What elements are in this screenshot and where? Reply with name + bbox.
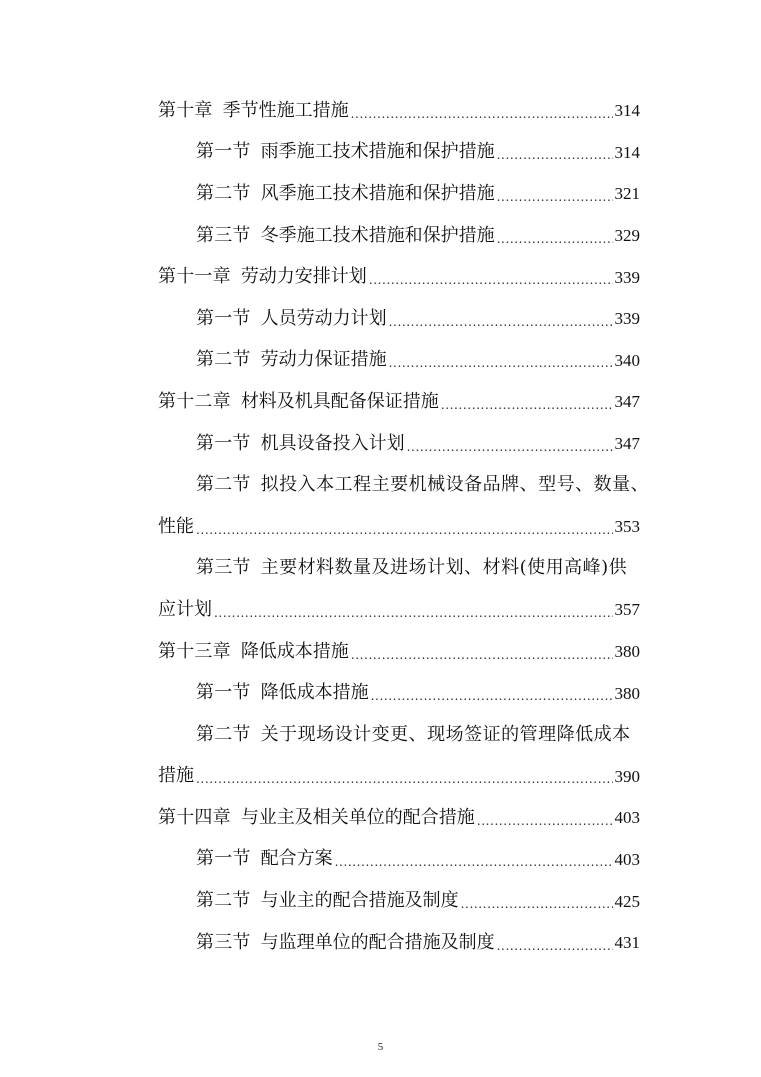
toc-title: 降低成本措施 xyxy=(260,682,369,704)
toc-page-number: 431 xyxy=(614,933,640,953)
toc-leader-dots xyxy=(369,268,613,286)
toc-leader-dots xyxy=(497,227,613,245)
toc-label: 第十三章 xyxy=(158,640,231,662)
toc-label: 第二节 xyxy=(196,890,251,912)
toc-section-12-1[interactable] xyxy=(158,423,640,465)
toc-chapter-13[interactable] xyxy=(158,631,640,673)
toc-chapter-12[interactable] xyxy=(158,381,640,423)
toc-page-number: 347 xyxy=(614,434,640,454)
toc-chapter-10[interactable] xyxy=(158,90,640,132)
toc-leader-dots xyxy=(196,767,613,785)
toc-title-continued: 应计划 xyxy=(158,598,212,620)
toc-page-number: 380 xyxy=(614,642,640,662)
toc-section-11-1[interactable] xyxy=(158,298,640,340)
toc-label: 第一节 xyxy=(196,307,251,329)
toc-leader-dots xyxy=(351,102,613,120)
toc-title: 与监理单位的配合措施及制度 xyxy=(260,931,495,953)
toc-label: 第二节 xyxy=(196,723,251,745)
toc-page-number: 390 xyxy=(614,766,640,786)
toc-title-continued: 性能 xyxy=(158,515,194,537)
page-footer-number: 5 xyxy=(377,1041,384,1053)
toc-label: 第三节 xyxy=(196,557,251,579)
toc-title: 材料及机具配备保证措施 xyxy=(240,390,439,412)
toc-label: 第十四章 xyxy=(158,806,231,828)
toc-page-number: 347 xyxy=(614,392,640,412)
toc-page-number: 403 xyxy=(614,808,640,828)
toc-section-12-2-line2[interactable] xyxy=(158,506,640,548)
toc-title-continued: 措施 xyxy=(158,765,194,787)
toc-leader-dots xyxy=(407,435,613,453)
toc-label: 第二节 xyxy=(196,182,251,204)
toc-title: 与业主及相关单位的配合措施 xyxy=(240,806,475,828)
toc-label: 第一节 xyxy=(196,682,251,704)
toc-title: 风季施工技术措施和保护措施 xyxy=(260,182,495,204)
toc-label: 第十章 xyxy=(158,99,213,121)
toc-section-12-2-line1[interactable] xyxy=(158,464,650,506)
toc-title: 机具设备投入计划 xyxy=(260,432,405,454)
toc-page-number: 340 xyxy=(614,350,640,370)
toc-leader-dots xyxy=(351,643,613,661)
toc-page-number: 425 xyxy=(614,891,640,911)
toc-page-number: 353 xyxy=(614,517,640,537)
toc-section-13-2-line1[interactable] xyxy=(158,714,640,756)
toc-leader-dots xyxy=(441,393,613,411)
toc-leader-dots xyxy=(214,601,613,619)
toc-title: 配合方案 xyxy=(260,848,333,870)
toc-leader-dots xyxy=(196,518,613,536)
toc-title: 冬季施工技术措施和保护措施 xyxy=(260,224,495,246)
toc-section-14-3[interactable] xyxy=(158,922,640,964)
toc-label: 第二节 xyxy=(196,349,251,371)
toc-leader-dots xyxy=(461,892,613,910)
toc-section-12-3-line2[interactable] xyxy=(158,589,640,631)
toc-title: 主要材料数量及进场计划、材料(使用高峰)供 xyxy=(260,557,628,579)
toc-section-14-1[interactable] xyxy=(158,839,640,881)
toc-section-10-3[interactable] xyxy=(158,215,640,257)
toc-title: 降低成本措施 xyxy=(240,640,349,662)
toc-page-number: 380 xyxy=(614,683,640,703)
toc-page-number: 403 xyxy=(614,849,640,869)
toc-chapter-14[interactable] xyxy=(158,797,640,839)
toc-section-14-2[interactable] xyxy=(158,880,640,922)
toc-title: 雨季施工技术措施和保护措施 xyxy=(260,141,495,163)
toc-section-11-2[interactable] xyxy=(158,340,640,382)
toc-chapter-11[interactable] xyxy=(158,256,640,298)
toc-title: 劳动力保证措施 xyxy=(260,349,387,371)
toc-label: 第十二章 xyxy=(158,390,231,412)
toc-label: 第一节 xyxy=(196,432,251,454)
toc-leader-dots xyxy=(497,185,613,203)
toc-title: 劳动力安排计划 xyxy=(240,266,367,288)
toc-label: 第一节 xyxy=(196,848,251,870)
toc-page-number: 329 xyxy=(614,226,640,246)
toc-title: 关于现场设计变更、现场签证的管理降低成本 xyxy=(260,723,631,745)
toc-label: 第二节 xyxy=(196,474,251,496)
toc-leader-dots xyxy=(497,934,613,952)
toc-leader-dots xyxy=(477,809,613,827)
toc-page-number: 314 xyxy=(614,142,640,162)
toc-label: 第三节 xyxy=(196,931,251,953)
toc-leader-dots xyxy=(371,684,613,702)
toc-page-number: 339 xyxy=(614,309,640,329)
toc-section-13-2-line2[interactable] xyxy=(158,756,640,798)
toc-page-number: 321 xyxy=(614,184,640,204)
toc-section-10-1[interactable] xyxy=(158,132,640,174)
toc-section-12-3-line1[interactable] xyxy=(158,548,640,590)
toc-leader-dots xyxy=(335,850,613,868)
toc-page-number: 339 xyxy=(614,267,640,287)
table-of-contents xyxy=(158,90,650,963)
toc-section-10-2[interactable] xyxy=(158,173,640,215)
toc-title: 拟投入本工程主要机械设备品牌、型号、数量、 xyxy=(260,474,650,496)
toc-label: 第十一章 xyxy=(158,266,231,288)
toc-label: 第三节 xyxy=(196,224,251,246)
toc-leader-dots xyxy=(389,351,613,369)
toc-page-number: 314 xyxy=(614,101,640,121)
toc-page-number: 357 xyxy=(614,600,640,620)
toc-title: 人员劳动力计划 xyxy=(260,307,387,329)
toc-section-13-1[interactable] xyxy=(158,672,640,714)
toc-title: 季节性施工措施 xyxy=(222,99,349,121)
toc-label: 第一节 xyxy=(196,141,251,163)
toc-leader-dots xyxy=(389,310,613,328)
toc-leader-dots xyxy=(497,143,613,161)
toc-title: 与业主的配合措施及制度 xyxy=(260,890,459,912)
